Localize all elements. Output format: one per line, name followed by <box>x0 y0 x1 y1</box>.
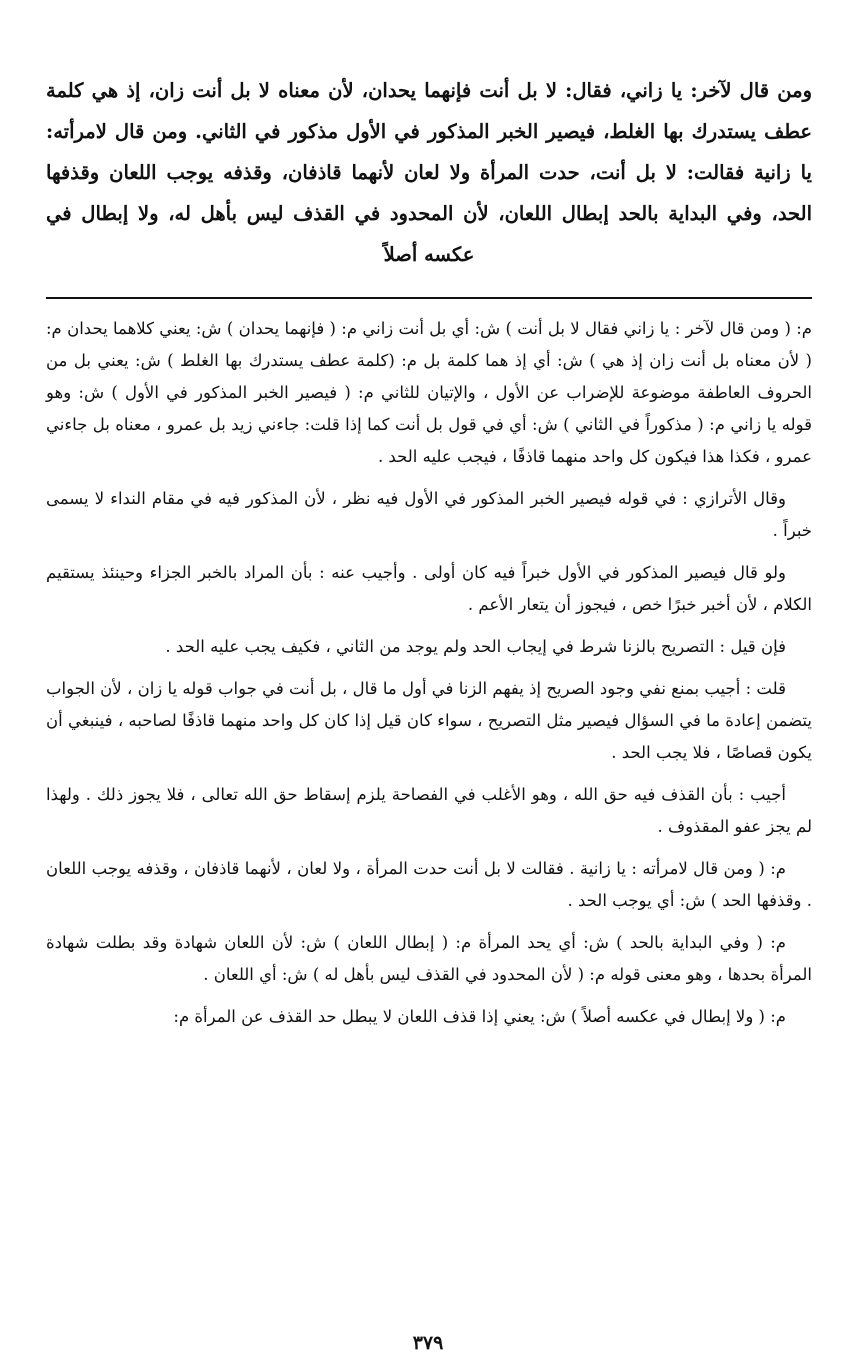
sharh-paragraph-1: م: ( ومن قال لآخر : يا زاني فقال لا بل أنت ) ش: أي بل أنت زاني م: ( فإنهما يحدان ) ش: يعني كلاهما يحدان م: ( لأن معناه بل أنت زان إذ هي ) ش: أي إذ هما كلمة بل م: (كلمة عطف يستدرك بها الغلط ) ش: يعني بل من الحروف العاطفة موضوعة للإضراب عن الأول ، والإتيان للثاني م: ( فيصير الخبر المذكور في الأول ) ش: وهو قوله يا زاني م: ( مذكوراً في الثاني ) ش: أي في قول بل أنت كما إذا قلت: جاءني زيد بل عمرو ، معناه بل جاءني عمرو ، فكذا هذا فيكون كل واحد منهما قاذفًا ، فيجب عليه الحد . <box>46 319 812 466</box>
page-number: ٣٧٩ <box>412 1332 444 1354</box>
sharh-paragraph-9: م: ( ولا إبطال في عكسه أصلاً ) ش: يعني إذا قذف اللعان لا يبطل حد القذف عن المرأة م: <box>173 1007 786 1026</box>
sharh-paragraph-6: أجيب : بأن القذف فيه حق الله ، وهو الأغلب في الفصاحة يلزم إسقاط حق الله تعالى ، فلا يجوز ذلك . ولهذا لم يجز عفو المقذوف . <box>46 785 812 836</box>
sharh-paragraph-4: فإن قيل : التصريح بالزنا شرط في إيجاب الحد ولم يوجد من الثاني ، فكيف يجب عليه الحد . <box>165 637 786 656</box>
sharh-paragraph-3: ولو قال فيصير المذكور في الأول خبراً فيه كان أولى . وأجيب عنه : بأن المراد بالخبر الجزاء وحينئذ يستقيم الكلام ، لأن أخبر خبرًا خص ، فيجوز أن يتعار الأعم . <box>46 563 812 614</box>
sharh-paragraph-5: قلت : أجيب بمنع نفي وجود الصريح إذ يفهم الزنا في أول ما قال ، بل أنت في جواب قوله يا زان ، لأن الجواب يتضمن إعادة ما في السؤال فيصير مثل التصريح ، سواء كان قيل إذا كان كل واحد منهما قاذفًا لصاحبه ، فينبغي أن يكون قصاصًا ، فلا يجب الحد . <box>46 679 812 762</box>
matn-text: ومن قال لآخر: يا زاني، فقال: لا بل أنت فإنهما يحدان، لأن معناه لا بل أنت زان، إذ هي كلمة عطف يستدرك بها الغلط، فيصير الخبر المذكور في الأول مذكور في الثاني. ومن قال لامرأته: يا زانية فقالت: لا بل أنت، حدت المرأة ولا لعان لأنهما قاذفان، وقذفه يوجب اللعان وقذفها الحد، وفي البداية بالحد إبطال اللعان، لأن المحدود في القذف ليس بأهل له، ولا إبطال في عكسه أصلاً <box>46 79 812 266</box>
sharh-paragraph-2: وقال الأترازي : في قوله فيصير الخبر المذكور في الأول فيه نظر ، لأن المذكور فيه في مقام النداء لا يسمى خبراً . <box>46 489 812 540</box>
sharh-paragraph-7: م: ( ومن قال لامرأته : يا زانية . فقالت لا بل أنت حدت المرأة ، ولا لعان ، لأنهما قاذفان ، وقذفه يوجب اللعان . وقذفها الحد ) ش: أي يوجب الحد . <box>46 859 812 910</box>
separator-rule <box>46 297 812 299</box>
sharh-paragraph-8: م: ( وفي البداية بالحد ) ش: أي يحد المرأة م: ( إبطال اللعان ) ش: لأن اللعان شهادة وقد بطلت شهادة المرأة بحدها ، وهو معنى قوله م: ( لأن المحدود في القذف ليس بأهل له ) ش: أي اللعان . <box>46 933 812 984</box>
sharh-commentary <box>46 313 812 1033</box>
